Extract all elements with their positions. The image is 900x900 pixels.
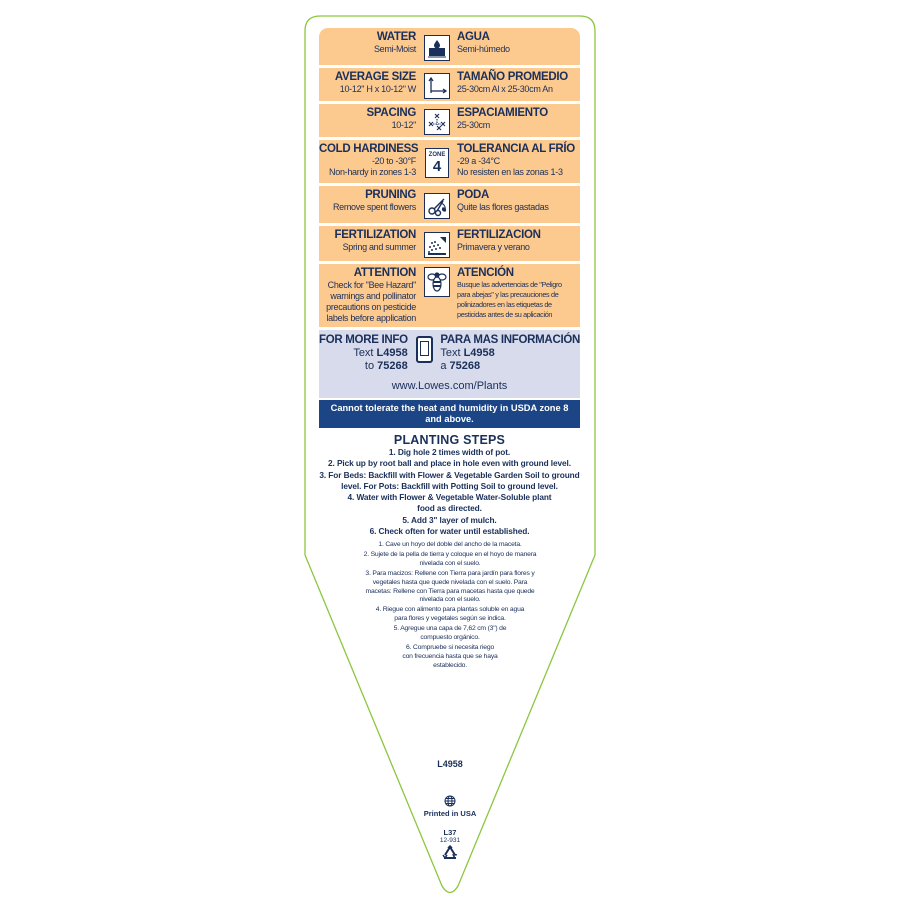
atencion-line-1: Busque las advertencias de "Peligro xyxy=(457,280,562,289)
attention-row xyxy=(319,264,580,327)
step-es-4: 4. Riegue con alimento para plantas soluble en agua para flores y vegetales según se indica. xyxy=(375,606,525,623)
pruning-value: Remove spent flowers xyxy=(332,202,416,212)
spacing-value: 10-12" xyxy=(391,120,416,130)
spacing-row xyxy=(319,104,580,137)
website-url[interactable]: www.Lowes.com/Plants xyxy=(391,380,508,392)
tamano-title: TAMAÑO PROMEDIO xyxy=(457,71,568,83)
more-info-text-label: Text xyxy=(353,347,377,359)
step-es-3: 3. Para macizos: Rellene con Tierra para jardín para flores y vegetales hasta que quede nivelada con el suelo. Para macetas: Rellene con Tierra para macetas hasta que quede nivelada con el suelo. xyxy=(365,570,535,604)
spacing-title: SPACING xyxy=(366,107,416,119)
step-en-5: 5. Add 3" layer of mulch. xyxy=(402,514,497,525)
size-value: 10-12" H x 10-12" W xyxy=(339,84,416,94)
step-en-1: 1. Dig hole 2 times width of pot. xyxy=(388,447,511,457)
zone-icon xyxy=(425,148,449,178)
water-value: Semi-Moist xyxy=(373,44,416,54)
attention-line-3: precautions on pesticide xyxy=(326,302,416,312)
attention-line-1: Check for "Bee Hazard" xyxy=(327,280,416,290)
mas-info-code: L4958 xyxy=(463,347,495,359)
planting-steps-title: PLANTING STEPS xyxy=(393,433,506,447)
attention-title: ATTENTION xyxy=(353,267,416,279)
more-info-number: 75268 xyxy=(377,360,408,372)
size-arrows-icon xyxy=(424,73,450,99)
atencion-line-2: para abejas" y las precauciones de xyxy=(457,290,559,299)
pruning-row xyxy=(319,186,580,223)
planting-steps-en xyxy=(319,447,580,537)
plant-care-tag xyxy=(319,28,580,537)
globe-icon xyxy=(444,795,456,807)
cold-hardiness-row xyxy=(319,140,580,183)
more-info-text-line xyxy=(319,347,408,360)
pruning-title: PRUNING xyxy=(365,189,416,201)
size-title: AVERAGE SIZE xyxy=(334,71,416,83)
water-row xyxy=(319,28,580,65)
atencion-title: ATENCIÓN xyxy=(457,267,514,279)
mas-info-number-line xyxy=(440,360,580,373)
cold-title: COLD HARDINESS xyxy=(319,143,419,155)
tolerancia-title: TOLERANCIA AL FRÍO xyxy=(457,143,575,155)
fertilization-value: Spring and summer xyxy=(342,242,416,252)
water-level-icon xyxy=(424,35,450,61)
atencion-line-4: pesticidas antes de su aplicación xyxy=(457,310,553,319)
zone-number: 4 xyxy=(432,157,442,175)
fertilizacion-title: FERTILIZACION xyxy=(457,229,541,241)
tamano-value: 25-30cm Al x 25-30cm An xyxy=(457,84,553,94)
mas-info-number: 75268 xyxy=(449,360,481,372)
fertilizer-icon xyxy=(424,232,450,258)
poda-value: Quite las flores gastadas xyxy=(457,202,549,212)
printed-in-usa: Printed in USA xyxy=(423,809,477,818)
step-en-3: 3. For Beds: Backfill with Flower & Vegetable Garden Soil to ground level. For Pots: Backfill with Potting Soil to ground level. xyxy=(319,469,580,491)
poda-title: PODA xyxy=(457,189,490,201)
average-size-row xyxy=(319,68,580,101)
more-info-code: L4958 xyxy=(376,347,408,359)
zone-label: ZONE xyxy=(428,151,446,158)
batch-code: L37 xyxy=(443,828,457,837)
attention-line-2: warnings and pollinator xyxy=(330,291,416,301)
fertilization-row xyxy=(319,226,580,261)
agua-value: Semi-húmedo xyxy=(457,44,510,54)
product-code: L4958 xyxy=(437,759,463,769)
fertilization-title: FERTILIZATION xyxy=(334,229,416,241)
espaciamiento-value: 25-30cm xyxy=(457,120,490,130)
step-es-2: 2. Sujete de la pella de tierra y coloque en el hoyo de manera nivelada con el suelo. xyxy=(363,551,537,567)
step-en-2: 2. Pick up by root ball and place in hole even with ground level. xyxy=(328,458,571,469)
pruning-shears-icon xyxy=(424,193,450,219)
heat-warning-banner: Cannot tolerate the heat and humidity in USDA zone 8 and above. xyxy=(319,400,580,428)
phone-icon xyxy=(416,336,433,363)
step-es-5: 5. Agregue una capa de 7,62 cm (3") de compuesto orgánico. xyxy=(393,625,507,642)
agua-title: AGUA xyxy=(457,31,490,43)
planting-steps-es xyxy=(345,541,555,672)
attention-line-4: labels before application xyxy=(326,313,416,323)
step-es-6: 6. Compruebe si necesita riego con frecuencia hasta que se haya establecido. xyxy=(402,644,498,669)
mas-info-text-line xyxy=(440,347,580,360)
spacing-icon xyxy=(424,109,450,135)
fertilizacion-value: Primavera y verano xyxy=(457,242,530,252)
lot-code: 12-931 xyxy=(439,837,461,844)
step-en-6: 6. Check often for water until established. xyxy=(369,526,530,537)
step-es-1: 1. Cave un hoyo del doble del ancho de la maceta. xyxy=(378,541,522,548)
tolerancia-range: -29 a -34°C xyxy=(457,156,500,166)
recycle-icon xyxy=(441,845,459,862)
mas-info-text-label: Text xyxy=(440,347,464,359)
mas-info-title: PARA MAS INFORMACIÓN xyxy=(440,334,580,346)
atencion-line-3: polinizadores en las etiquetas de xyxy=(457,300,552,309)
bee-icon xyxy=(424,267,450,297)
espaciamiento-title: ESPACIAMIENTO xyxy=(457,107,548,119)
website-strip xyxy=(319,380,580,398)
mas-info-a-label: a xyxy=(440,360,450,372)
water-title: WATER xyxy=(376,31,416,43)
more-info-number-line xyxy=(319,360,408,373)
more-info-to-label: to xyxy=(364,360,378,372)
tolerancia-note: No resisten en las zonas 1-3 xyxy=(457,167,563,177)
cold-note: Non-hardy in zones 1-3 xyxy=(329,167,416,177)
step-en-4: 4. Water with Flower & Vegetable Water-Soluble plant food as directed. xyxy=(347,492,552,514)
cold-range: -20 to -30°F xyxy=(371,156,416,166)
more-info-title: FOR MORE INFO xyxy=(319,334,408,346)
